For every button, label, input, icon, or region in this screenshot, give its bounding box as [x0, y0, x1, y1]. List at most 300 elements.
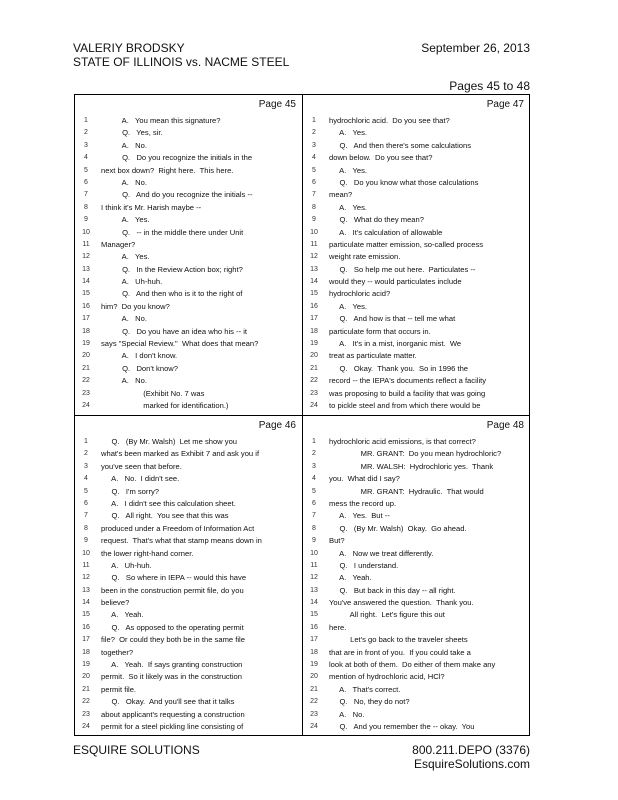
transcript-line	[75, 115, 302, 127]
transcript-line	[75, 301, 302, 313]
phone-number: 800.211.DEPO (3376)	[412, 743, 530, 757]
line-text: A. Yeah. If says granting construction	[101, 660, 243, 670]
line-text: Q. Do you recognize the initials in the	[101, 153, 253, 163]
line-number: 3	[84, 141, 88, 149]
transcript-line	[75, 461, 302, 473]
line-number: 13	[310, 265, 318, 273]
transcript-line	[75, 721, 302, 733]
line-text: A. Yes.	[329, 301, 367, 311]
line-number: 4	[84, 154, 88, 162]
line-number: 21	[82, 685, 90, 693]
transcript-line	[303, 165, 530, 177]
transcript-line	[75, 647, 302, 659]
line-number: 17	[310, 636, 318, 644]
line-text: down below. Do you see that?	[329, 153, 433, 163]
line-number: 5	[312, 487, 316, 495]
line-text: A. Yeah.	[329, 573, 372, 583]
line-text: believe?	[101, 598, 130, 608]
line-number: 15	[310, 290, 318, 298]
line-number: 19	[310, 661, 318, 669]
line-number: 6	[312, 499, 316, 507]
line-text: here.	[329, 622, 347, 632]
line-text: Q. Do you know what those calculations	[329, 177, 479, 187]
transcript-line	[75, 548, 302, 560]
transcript-line	[303, 684, 530, 696]
line-text: A. It's in a mist, inorganic mist. We	[329, 339, 462, 349]
line-number: 14	[310, 599, 318, 607]
line-number: 21	[82, 364, 90, 372]
transcript-line	[75, 140, 302, 152]
line-text: mess the record up.	[329, 498, 397, 508]
line-text: particulate matter emission, so-called process	[329, 239, 484, 249]
line-number: 18	[310, 327, 318, 335]
transcript-line	[75, 448, 302, 460]
line-text: Q. And how is that -- tell me what	[329, 314, 456, 324]
line-number: 24	[310, 722, 318, 730]
line-text: You've answered the question. Thank you.	[329, 598, 474, 608]
transcript-line	[75, 671, 302, 683]
line-number: 7	[312, 191, 316, 199]
line-text: A. Yes.	[101, 252, 150, 262]
transcript-line	[75, 510, 302, 522]
line-text: Q. No, they do not?	[329, 697, 410, 707]
line-number: 22	[82, 698, 90, 706]
line-text: MR. GRANT: Hydraulic. That would	[329, 486, 484, 496]
transcript-lines	[303, 436, 530, 733]
transcript-line	[303, 288, 530, 300]
line-number: 2	[84, 129, 88, 137]
transcript-line	[303, 696, 530, 708]
transcript-line	[303, 609, 530, 621]
line-text: Q. Don't know?	[101, 363, 178, 373]
line-number: 11	[310, 240, 318, 248]
line-text: A. No.	[101, 314, 147, 324]
line-text: about applicant's requesting a construction	[101, 709, 245, 719]
transcript-line	[303, 276, 530, 288]
transcript-line	[303, 239, 530, 251]
line-number: 9	[84, 537, 88, 545]
line-number: 7	[84, 191, 88, 199]
transcript-line	[75, 127, 302, 139]
transcript-line	[75, 288, 302, 300]
transcript-line	[303, 560, 530, 572]
transcript-line	[75, 436, 302, 448]
line-text: A. You mean this signature?	[101, 116, 221, 125]
line-number: 8	[84, 524, 88, 532]
line-number: 24	[82, 722, 90, 730]
line-text: says "Special Review." What does that mean?	[101, 339, 259, 349]
line-text: A. Yes.	[329, 165, 367, 175]
line-text: Q. But back in this day -- all right.	[329, 585, 456, 595]
line-text: been in the construction permit file, do you	[101, 585, 244, 595]
line-text: permit file.	[101, 684, 137, 694]
transcript-lines	[75, 436, 302, 733]
line-text: mention of hydrochloric acid, HCl?	[329, 672, 445, 682]
line-text: All right. Let's figure this out	[329, 610, 445, 620]
line-text: particulate form that occurs in.	[329, 326, 431, 336]
line-text: Q. Do you have an idea who his -- it	[101, 326, 248, 336]
transcript-line	[303, 659, 530, 671]
transcript-line	[75, 659, 302, 671]
line-text: A. No.	[329, 709, 365, 719]
line-number: 4	[312, 475, 316, 483]
transcript-line	[75, 560, 302, 572]
line-text: produced under a Freedom of Information Act	[101, 523, 255, 533]
line-text: to pickle steel and from which there would be	[329, 400, 481, 410]
line-text: you. What did I say?	[329, 474, 400, 484]
line-number: 21	[310, 364, 318, 372]
line-number: 10	[82, 228, 90, 236]
transcript-line	[303, 152, 530, 164]
page-number: Page 45	[258, 99, 296, 110]
line-text: Q. (By Mr. Walsh) Okay. Go ahead.	[329, 523, 467, 533]
transcript-line	[75, 214, 302, 226]
line-number: 14	[310, 278, 318, 286]
line-text: Q. And then there's some calculations	[329, 140, 472, 150]
line-number: 5	[84, 487, 88, 495]
line-text: what's been marked as Exhibit 7 and ask you if	[101, 449, 260, 459]
line-text: the lower right-hand corner.	[101, 548, 194, 558]
line-number: 5	[84, 166, 88, 174]
line-number: 1	[312, 438, 316, 445]
transcript-line	[303, 721, 530, 733]
transcript-line	[75, 326, 302, 338]
transcript-grid	[74, 94, 530, 736]
transcript-line	[303, 548, 530, 560]
transcript-line	[303, 448, 530, 460]
transcript-line	[75, 400, 302, 412]
line-text: Q. Yes, sir.	[101, 128, 163, 138]
line-number: 20	[82, 673, 90, 681]
line-text: Q. And then who is it to the right of	[101, 289, 243, 299]
transcript-line	[75, 350, 302, 362]
line-number: 23	[82, 710, 90, 718]
line-text: Let's go back to the traveler sheets	[329, 635, 468, 645]
line-number: 20	[310, 352, 318, 360]
line-number: 6	[84, 499, 88, 507]
line-text: next box down? Right here. This here.	[101, 165, 234, 175]
transcript-line	[303, 140, 530, 152]
line-number: 16	[82, 302, 90, 310]
line-number: 16	[310, 623, 318, 631]
line-text: A. That's correct.	[329, 684, 401, 694]
website: EsquireSolutions.com	[413, 757, 530, 771]
transcript-line	[303, 572, 530, 584]
line-number: 12	[310, 253, 318, 261]
transcript-line	[303, 214, 530, 226]
line-number: 8	[84, 203, 88, 211]
line-number: 4	[84, 475, 88, 483]
transcript-line	[75, 486, 302, 498]
transcript-line	[75, 251, 302, 263]
line-number: 4	[312, 154, 316, 162]
transcript-line	[303, 177, 530, 189]
line-text: Q. -- in the middle there under Unit	[101, 227, 244, 237]
line-number: 15	[82, 611, 90, 619]
line-number: 7	[84, 512, 88, 520]
line-number: 9	[312, 216, 316, 224]
transcript-line	[303, 326, 530, 338]
witness-name: VALERIY BRODSKY	[73, 41, 185, 55]
transcript-lines	[75, 115, 302, 412]
line-number: 20	[310, 673, 318, 681]
transcript-line	[303, 350, 530, 362]
panel-page-48	[303, 416, 530, 736]
transcript-line	[303, 338, 530, 350]
panel-page-47	[303, 95, 530, 415]
line-text: permit. So it likely was in the construction	[101, 672, 242, 682]
page-number: Page 47	[486, 99, 524, 110]
line-number: 24	[82, 401, 90, 409]
line-number: 10	[82, 549, 90, 557]
line-number: 2	[84, 450, 88, 458]
line-number: 14	[82, 599, 90, 607]
line-number: 21	[310, 685, 318, 693]
line-text: A. I didn't see this calculation sheet.	[101, 498, 236, 508]
line-number: 13	[82, 586, 90, 594]
line-text: But?	[329, 536, 345, 546]
line-text: A. Yeah.	[101, 610, 144, 620]
transcript-line	[303, 585, 530, 597]
line-number: 18	[82, 648, 90, 656]
transcript-line	[303, 400, 530, 412]
transcript-line	[303, 709, 530, 721]
line-text: Q. In the Review Action box; right?	[101, 264, 243, 274]
line-number: 12	[82, 253, 90, 261]
page-number: Page 46	[258, 420, 296, 431]
line-text: together?	[101, 647, 134, 657]
line-number: 2	[312, 450, 316, 458]
line-number: 8	[312, 203, 316, 211]
transcript-line	[303, 436, 530, 448]
transcript-line	[303, 127, 530, 139]
line-text: Q. What do they mean?	[329, 215, 424, 225]
line-text: Q. (By Mr. Walsh) Let me show you	[101, 437, 238, 446]
panel-page-46	[75, 416, 302, 736]
transcript-line	[303, 189, 530, 201]
line-number: 6	[84, 178, 88, 186]
transcript-line	[303, 227, 530, 239]
line-text: A. Now we treat differently.	[329, 548, 434, 558]
line-text: (Exhibit No. 7 was	[101, 388, 205, 398]
line-number: 5	[312, 166, 316, 174]
line-number: 11	[310, 561, 318, 569]
page-number: Page 48	[486, 420, 524, 431]
line-text: file? Or could they both be in the same file	[101, 635, 245, 645]
line-number: 9	[312, 537, 316, 545]
transcript-line	[75, 177, 302, 189]
page-range: Pages 45 to 48	[449, 79, 530, 93]
line-text: you've seen that before.	[101, 461, 182, 471]
line-number: 14	[82, 278, 90, 286]
company-name: ESQUIRE SOLUTIONS	[73, 743, 200, 757]
line-number: 3	[312, 141, 316, 149]
line-text: treat as particulate matter.	[329, 351, 417, 361]
transcript-line	[75, 227, 302, 239]
transcript-line	[303, 473, 530, 485]
line-text: Q. All right. You see that this was	[101, 511, 229, 521]
transcript-line	[75, 264, 302, 276]
transcript-line	[303, 622, 530, 634]
transcript-line	[75, 276, 302, 288]
line-number: 16	[310, 302, 318, 310]
transcript-line	[303, 251, 530, 263]
line-text: A. Uh-huh.	[101, 277, 163, 287]
line-number: 8	[312, 524, 316, 532]
line-number: 1	[84, 438, 88, 445]
transcript-line	[75, 597, 302, 609]
transcript-line	[303, 313, 530, 325]
transcript-line	[303, 647, 530, 659]
line-number: 18	[310, 648, 318, 656]
line-number: 23	[310, 389, 318, 397]
line-text: that are in front of you. If you could take a	[329, 647, 471, 657]
line-text: was proposing to build a facility that was going	[329, 388, 486, 398]
line-number: 12	[82, 574, 90, 582]
transcript-line	[75, 523, 302, 535]
transcript-line	[303, 535, 530, 547]
transcript-line	[303, 498, 530, 510]
line-number: 19	[82, 661, 90, 669]
transcript-line	[303, 486, 530, 498]
line-text: marked for identification.)	[101, 400, 229, 410]
line-text: him? Do you know?	[101, 301, 170, 311]
transcript-line	[75, 152, 302, 164]
transcript-lines	[303, 115, 530, 412]
transcript-line	[75, 684, 302, 696]
line-text: A. No.	[101, 376, 147, 386]
line-number: 22	[310, 377, 318, 385]
line-text: Q. Okay. And you'll see that it talks	[101, 697, 235, 707]
line-number: 22	[82, 377, 90, 385]
line-number: 17	[82, 636, 90, 644]
line-text: A. Yes.	[329, 202, 367, 212]
line-number: 3	[84, 462, 88, 470]
line-number: 19	[82, 340, 90, 348]
line-number: 18	[82, 327, 90, 335]
line-number: 12	[310, 574, 318, 582]
transcript-line	[75, 585, 302, 597]
line-number: 7	[312, 512, 316, 520]
line-number: 23	[82, 389, 90, 397]
transcript-line	[75, 239, 302, 251]
line-text: MR. GRANT: Do you mean hydrochloric?	[329, 449, 502, 459]
line-number: 17	[82, 315, 90, 323]
transcript-line	[75, 189, 302, 201]
line-text: Q. And you remember the -- okay. You	[329, 721, 475, 731]
transcript-line	[75, 535, 302, 547]
transcript-line	[75, 572, 302, 584]
line-text: I think it's Mr. Harish maybe --	[101, 202, 202, 212]
transcript-line	[75, 363, 302, 375]
line-text: A. It's calculation of allowable	[329, 227, 443, 237]
transcript-line	[75, 313, 302, 325]
transcript-line	[303, 597, 530, 609]
transcript-line	[75, 622, 302, 634]
line-number: 17	[310, 315, 318, 323]
deposition-date: September 26, 2013	[421, 41, 530, 55]
transcript-line	[75, 473, 302, 485]
line-text: Q. And do you recognize the initials --	[101, 190, 253, 200]
transcript-line	[75, 696, 302, 708]
line-text: A. Yes.	[101, 215, 150, 225]
transcript-line	[303, 363, 530, 375]
transcript-line	[303, 461, 530, 473]
line-number: 22	[310, 698, 318, 706]
line-number: 11	[82, 240, 90, 248]
line-number: 1	[312, 117, 316, 124]
transcript-line	[75, 388, 302, 400]
line-text: A. I don't know.	[101, 351, 178, 361]
line-text: request. That's what that stamp means down in	[101, 536, 262, 546]
line-text: Manager?	[101, 239, 136, 249]
line-number: 16	[82, 623, 90, 631]
transcript-line	[75, 609, 302, 621]
line-text: hydrochloric acid?	[329, 289, 391, 299]
transcript-line	[303, 671, 530, 683]
line-text: A. Yes. But --	[329, 511, 390, 521]
line-text: weight rate emission.	[329, 252, 401, 262]
line-text: record -- the IEPA's documents reflect a facility	[329, 376, 487, 386]
line-number: 24	[310, 401, 318, 409]
case-title: STATE OF ILLINOIS vs. NACME STEEL	[73, 55, 290, 69]
transcript-line	[75, 709, 302, 721]
line-number: 23	[310, 710, 318, 718]
line-text: A. Yes.	[329, 128, 367, 138]
line-number: 10	[310, 549, 318, 557]
transcript-line	[303, 388, 530, 400]
transcript-line	[303, 510, 530, 522]
transcript-line	[303, 301, 530, 313]
line-number: 19	[310, 340, 318, 348]
line-number: 2	[312, 129, 316, 137]
line-number: 13	[82, 265, 90, 273]
transcript-line	[75, 338, 302, 350]
line-text: permit for a steel pickling line consisting of	[101, 721, 244, 731]
transcript-line	[303, 202, 530, 214]
transcript-line	[303, 634, 530, 646]
line-number: 15	[82, 290, 90, 298]
panel-page-45	[75, 95, 302, 415]
line-text: A. Uh-huh.	[101, 560, 152, 570]
line-number: 6	[312, 178, 316, 186]
transcript-line	[75, 165, 302, 177]
transcript-line	[303, 375, 530, 387]
line-text: A. No.	[101, 177, 147, 187]
transcript-line	[75, 634, 302, 646]
line-number: 15	[310, 611, 318, 619]
transcript-line	[303, 264, 530, 276]
line-text: Q. So where in IEPA -- would this have	[101, 573, 247, 583]
transcript-line	[75, 202, 302, 214]
line-text: Q. Okay. Thank you. So in 1996 the	[329, 363, 469, 373]
line-text: Q. As opposed to the operating permit	[101, 622, 244, 632]
line-text: MR. WALSH: Hydrochloric yes. Thank	[329, 461, 494, 471]
line-number: 1	[84, 117, 88, 124]
line-text: would they -- would particulates include	[329, 277, 462, 287]
line-text: A. No.	[101, 140, 147, 150]
line-number: 20	[82, 352, 90, 360]
line-number: 9	[84, 216, 88, 224]
line-text: mean?	[329, 190, 353, 200]
line-number: 10	[310, 228, 318, 236]
transcript-line	[75, 498, 302, 510]
line-text: look at both of them. Do either of them make any	[329, 660, 496, 670]
line-text: Q. I'm sorry?	[101, 486, 159, 496]
transcript-line	[303, 523, 530, 535]
line-text: hydrochloric acid emissions, is that correct?	[329, 437, 476, 446]
line-number: 13	[310, 586, 318, 594]
